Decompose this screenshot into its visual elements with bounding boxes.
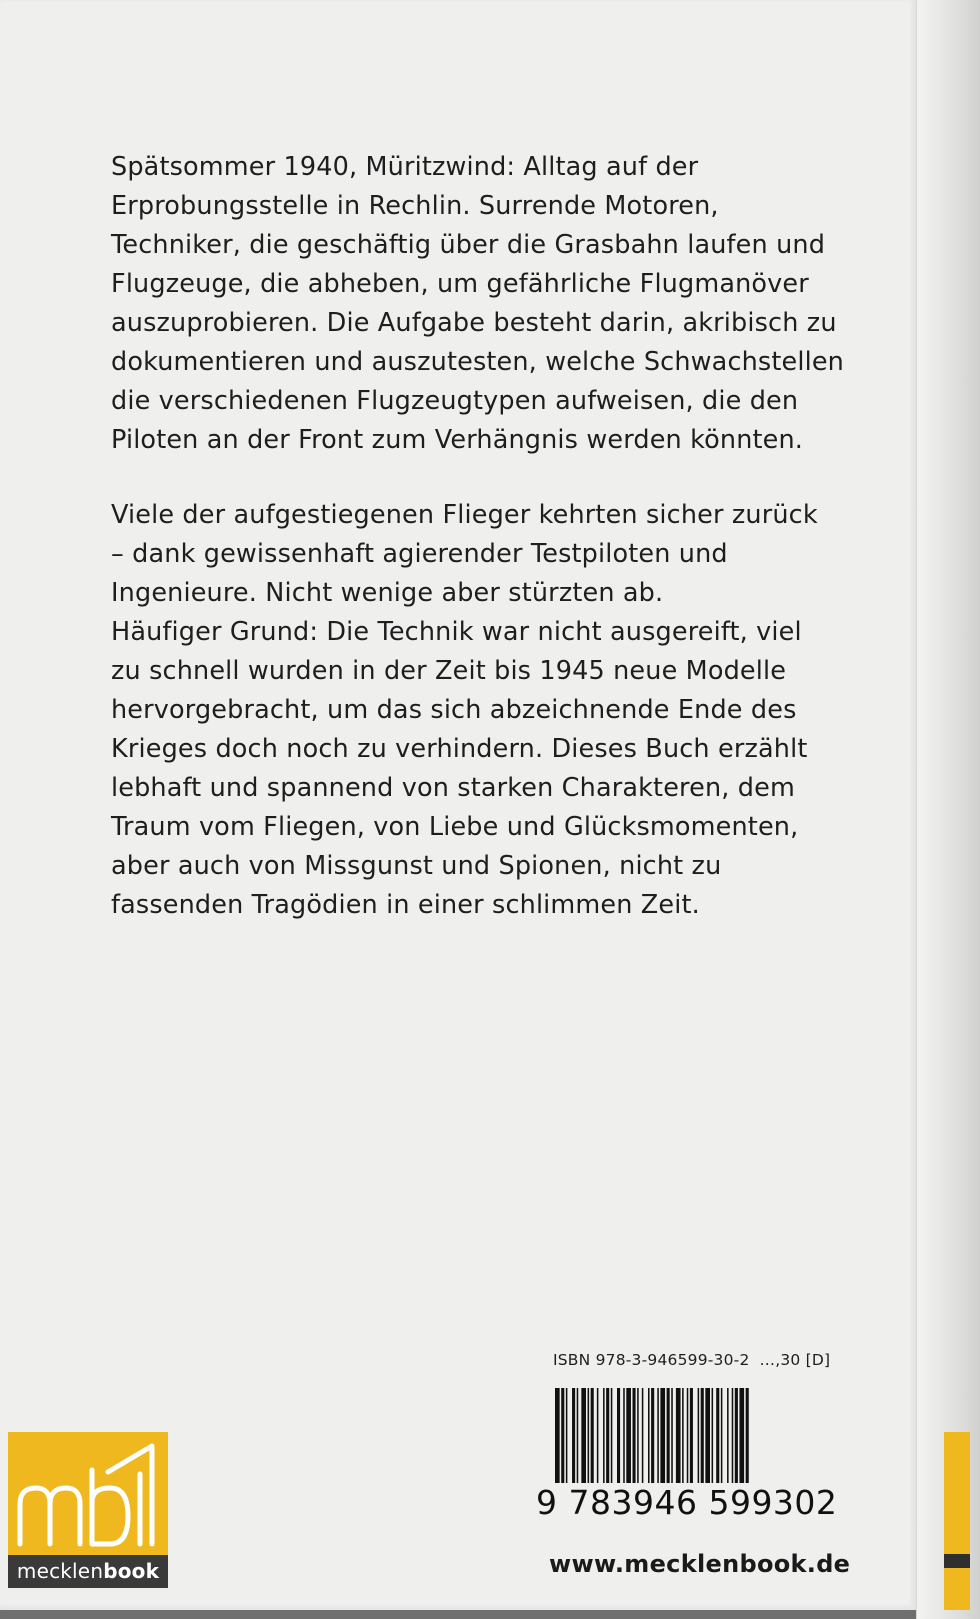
blurb-line: Ingenieure. Nicht wenige aber stürzten ab. <box>111 578 664 608</box>
spine-accent-stripe <box>944 1432 970 1610</box>
isbn-line <box>553 1351 830 1369</box>
blurb-line: Flugzeuge, die abheben, um gefährliche Flugmanöver <box>111 269 809 299</box>
blurb-line: – dank gewissenhaft agierender Testpiloten und <box>111 539 728 569</box>
blurb-line: Häufiger Grund: Die Technik war nicht ausgereift, viel <box>111 617 802 647</box>
publisher-name-light: mecklen <box>16 1559 104 1583</box>
publisher-name <box>8 1555 168 1588</box>
blurb-line: Viele der aufgestiegenen Flieger kehrten sicher zurück <box>111 500 818 530</box>
mb-logo-mark-icon <box>8 1432 168 1556</box>
blurb-line: Techniker, die geschäftig über die Grasbahn laufen und <box>111 230 826 260</box>
blurb-line: dokumentieren und auszutesten, welche Schwachstellen <box>111 347 844 377</box>
book-spine <box>916 0 980 1619</box>
blurb-line: Erprobungsstelle in Rechlin. Surrende Motoren, <box>111 191 719 221</box>
isbn-number: ISBN 978-3-946599-30-2 <box>553 1351 750 1369</box>
blurb-line: zu schnell wurden in der Zeit bis 1945 neue Modelle <box>111 656 787 686</box>
spine-dark-band <box>944 1554 970 1568</box>
blurb-line: Piloten an der Front zum Verhängnis werden könnten. <box>111 425 804 455</box>
blurb-line: Traum vom Fliegen, von Liebe und Glücksmomenten, <box>111 812 799 842</box>
blurb-text <box>111 148 891 925</box>
barcode-digits-text: 9 783946 599302 <box>536 1483 838 1522</box>
barcode-digits <box>534 1483 839 1522</box>
blurb-paragraph-2 <box>111 496 891 925</box>
blurb-line: aber auch von Missgunst und Spionen, nicht zu <box>111 851 722 881</box>
price-label: …,30 [D] <box>759 1351 831 1369</box>
blurb-line: hervorgebracht, um das sich abzeichnende Ende des <box>111 695 797 725</box>
blurb-line: auszuprobieren. Die Aufgabe besteht darin, akribisch zu <box>111 308 837 338</box>
blurb-line: die verschiedenen Flugzeugtypen aufweisen, die den <box>111 386 799 416</box>
publisher-logo <box>8 1432 168 1588</box>
publisher-website[interactable]: www.mecklenbook.de <box>549 1550 851 1578</box>
blurb-paragraph-1 <box>111 148 891 460</box>
blurb-line: fassenden Tragödien in einer schlimmen Zeit. <box>111 890 700 920</box>
blurb-line: lebhaft und spannend von starken Charakteren, dem <box>111 773 795 803</box>
publisher-name-bold: book <box>103 1559 160 1583</box>
blurb-line: Spätsommer 1940, Müritzwind: Alltag auf der <box>111 152 699 182</box>
blurb-line: Krieges doch noch zu verhindern. Dieses Buch erzählt <box>111 734 808 764</box>
